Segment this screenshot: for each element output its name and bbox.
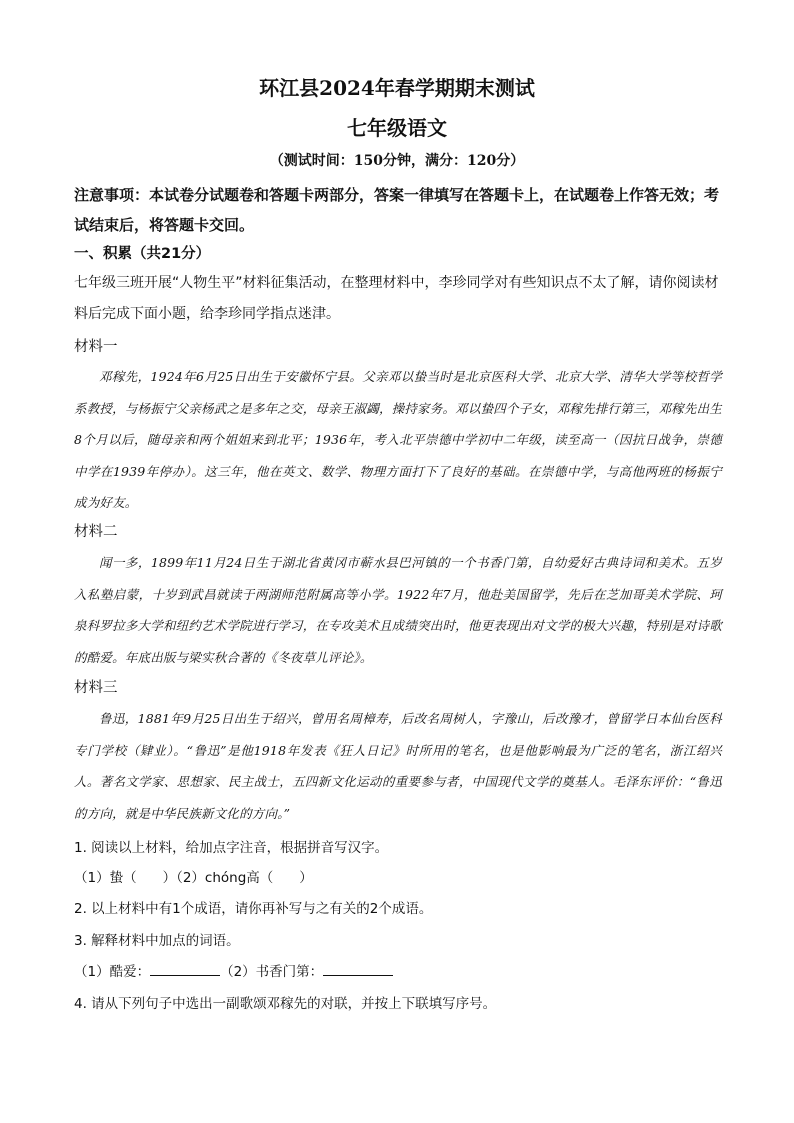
- material-2-label: 材料二: [74, 524, 118, 540]
- material-3-text: 鲁迅，1881年9月25日出生于绍兴，曾用名周樟寿，后改名周树人，字豫山，后改豫才，曾留学日本仙台医科专门学校（肄业）。“鲁迅”是他1918年发表《狂人日记》时所用的笔名，也是他影响最为广泛的笔名，浙江绍兴人。著名文学家、思想家、民主战士，五四新文化运动的重要参与者，中国现代文学的奠基人。毛泽东评价：“鲁迅的方向，就是中华民族新文化的方向。”: [74, 711, 722, 821]
- material-3-label: 材料三: [74, 680, 118, 696]
- question-2: 2. 以上材料中有1个成语，请你再补写与之有关的2个成语。: [74, 901, 433, 917]
- q1-part1-close: ）（2）chóng高（: [162, 870, 274, 886]
- material-1-text: 邓稼先，1924年6月25日出生于安徽怀宁县。父亲邓以蛰当时是北京医科大学、北京大学、清华大学等校哲学系教授，与杨振宁父亲杨武之是多年之交，母亲王淑蠲，操持家务。邓以蛰四个子女，邓稼先排行第三，邓稼先出生8个月以后，随母亲和两个姐姐来到北平；1936年，考入北平崇德中学初中二年级，读至高一（因抗日战争，崇德中学在1939年停办）。这三年，他在英文、数学、物理方面打下了良好的基础。在崇德中学，与高他两班的杨振宁成为好友。: [74, 369, 722, 510]
- exam-title: 环江县2024年春学期期末测试: [259, 76, 535, 100]
- section-intro: 七年级三班开展“人物生平”材料征集活动，在整理材料中，李珍同学对有些知识点不太了解，请你阅读材料后完成下面小题，给李珍同学指点迷津。: [74, 275, 719, 322]
- notice-text: 注意事项：本试卷分试题卷和答题卡两部分，答案一律填写在答题卡上，在试题卷上作答无效；考试结束后，将答题卡交回。: [74, 186, 720, 234]
- question-3: 3. 解释材料中加点的词语。: [74, 933, 240, 949]
- question-3-answers: [74, 961, 722, 983]
- q1-part2-close: ）: [299, 870, 313, 886]
- section-heading: 一、积累（共21分）: [74, 246, 211, 262]
- q3-blank-2[interactable]: [323, 961, 393, 976]
- exam-subtitle: 七年级语文: [347, 116, 447, 140]
- material-2-text: 闻一多，1899年11月24日生于湖北省黄冈市蕲水县巴河镇的一个书香门第，自幼爱好古典诗词和美术。五岁入私塾启蒙，十岁到武昌就读于两湖师范附属高等小学。1922年7月，他赴美国留学，先后在芝加哥美术学院、珂泉科罗拉多大学和纽约艺术学院进行学习，在专攻美术且成绩突出时，他更表现出对文学的极大兴趣，特别是对诗歌的酷爱。年底出版与梁实秋合著的《冬夜草儿评论》。: [74, 555, 722, 665]
- question-4: 4. 请从下列句子中选出一副歌颂邓稼先的对联，并按上下联填写序号。: [74, 996, 497, 1012]
- exam-info: （测试时间：150分钟，满分：120分）: [269, 153, 525, 169]
- question-1: 1. 阅读以上材料，给加点字注音，根据拼音写汉字。: [74, 840, 389, 856]
- q3-part2-label: （2）书香门第：: [220, 964, 324, 980]
- q1-part1-label: （1）蛰（: [74, 870, 137, 886]
- q3-part1-label: （1）酷爱：: [74, 964, 151, 980]
- material-1-label: 材料一: [74, 339, 118, 355]
- question-1-answers: [74, 867, 722, 889]
- q3-blank-1[interactable]: [150, 961, 220, 976]
